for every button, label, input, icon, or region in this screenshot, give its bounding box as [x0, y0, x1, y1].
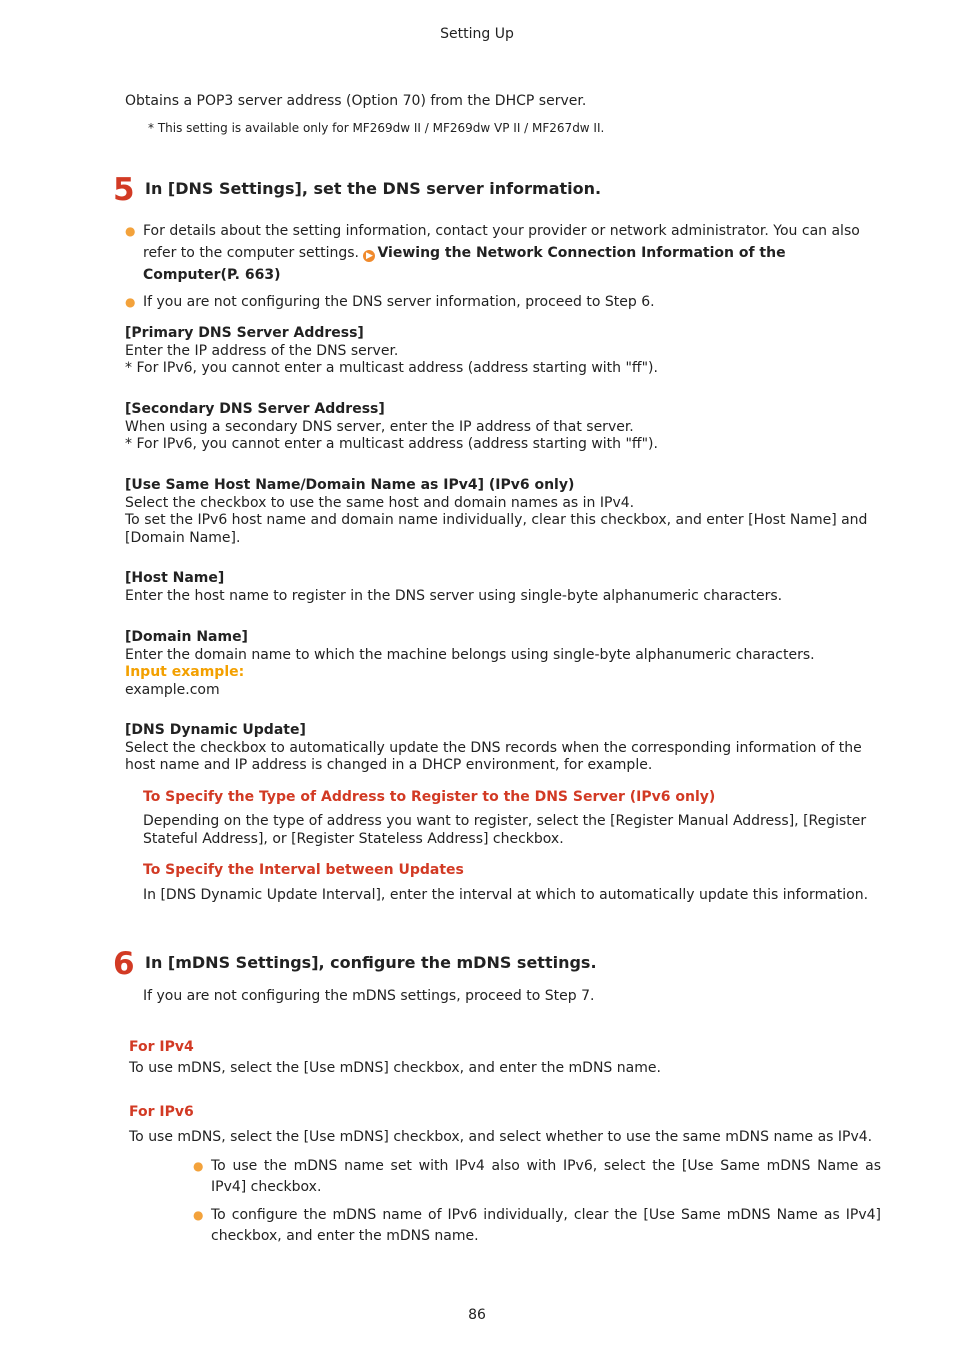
bullet-dot-icon: ●: [125, 295, 136, 309]
setting-item-title: [Domain Name]: [125, 629, 248, 645]
subsection-text: In [DNS Dynamic Update Interval], enter the interval at which to automatically update this information.: [143, 887, 869, 903]
setting-item: [125, 722, 880, 775]
ipv4-heading: For IPv4: [129, 1039, 194, 1055]
list-item: [125, 220, 880, 286]
setting-item-title: [DNS Dynamic Update]: [125, 722, 306, 738]
setting-item-title: [Use Same Host Name/Domain Name as IPv4] (IPv6 only): [125, 477, 575, 493]
ipv4-text: To use mDNS, select the [Use mDNS] checkbox, and enter the mDNS name.: [129, 1060, 661, 1076]
setting-item-line: * For IPv6, you cannot enter a multicast address (address starting with "ff").: [125, 436, 658, 452]
ipv6-bullets: [193, 1156, 881, 1247]
arrow-right-icon: ▶: [363, 250, 375, 262]
setting-item-title: [Primary DNS Server Address]: [125, 325, 364, 341]
subsection-heading: To Specify the Interval between Updates: [143, 862, 464, 878]
setting-item-line: Select the checkbox to use the same host and domain names as in IPv4.: [125, 494, 635, 511]
list-item: [125, 291, 880, 313]
intro-text: Obtains a POP3 server address (Option 70) from the DHCP server.: [125, 93, 587, 109]
bullet-text: If you are not configuring the DNS server information, proceed to Step 6.: [143, 294, 655, 310]
input-example-value: example.com: [125, 681, 220, 698]
setting-item: [125, 325, 880, 378]
step-5-bullets: [125, 220, 880, 313]
step-number-5: 5: [113, 172, 135, 208]
bullet-dot-icon: ●: [193, 1159, 204, 1173]
setting-item: [125, 570, 880, 605]
setting-item-title: [Host Name]: [125, 570, 225, 586]
setting-item-line: Enter the host name to register in the DNS server using single-byte alphanumeric characters.: [125, 587, 783, 604]
bullet-text: To configure the mDNS name of IPv6 individually, clear the [Use Same mDNS Name as IPv4] checkbox, and enter the mDNS name.: [211, 1207, 881, 1244]
page-number: 86: [468, 1307, 486, 1323]
step-6-title: In [mDNS Settings], configure the mDNS settings.: [145, 953, 597, 972]
bullet-dot-icon: ●: [125, 224, 136, 238]
setting-item-line: Select the checkbox to automatically update the DNS records when the corresponding information of the host name and IP address is changed in a DHCP environment, for example.: [125, 739, 862, 773]
subsection-text: Depending on the type of address you want to register, select the [Register Manual Address], [Register Stateful Address], or [Register Stateless Address] checkbox.: [143, 813, 867, 847]
setting-item-line: Enter the IP address of the DNS server.: [125, 342, 399, 359]
subsection-heading: To Specify the Type of Address to Register to the DNS Server (IPv6 only): [143, 789, 716, 805]
bullet-text: For details about the setting information, contact your provider or network administrator. You can also refer to the computer settings.: [143, 223, 860, 261]
setting-item-line: When using a secondary DNS server, enter the IP address of that server.: [125, 418, 634, 435]
setting-item: [125, 477, 880, 547]
setting-item-line: * For IPv6, you cannot enter a multicast address (address starting with "ff").: [125, 360, 658, 376]
step-5-title: In [DNS Settings], set the DNS server information.: [145, 179, 602, 198]
list-item: [193, 1205, 881, 1247]
list-item: [193, 1156, 881, 1198]
setting-item-line: To set the IPv6 host name and domain name individually, clear this checkbox, and enter [Host Name] and [Domain Name].: [125, 512, 868, 546]
setting-item-line: Enter the domain name to which the machine belongs using single-byte alphanumeric characters.: [125, 646, 815, 663]
reference-link-label: Viewing the Network Connection Information of the Computer(P. 663): [143, 245, 786, 283]
step-number-6: 6: [113, 946, 135, 982]
setting-item: [125, 629, 880, 699]
setting-item-title: [Secondary DNS Server Address]: [125, 401, 385, 417]
page-header: Setting Up: [440, 26, 514, 42]
step-6-text: If you are not configuring the mDNS settings, proceed to Step 7.: [143, 988, 595, 1004]
input-example-label: Input example:: [125, 664, 245, 680]
ipv6-heading: For IPv6: [129, 1104, 194, 1120]
ipv6-text: To use mDNS, select the [Use mDNS] checkbox, and select whether to use the same mDNS name as IPv4.: [129, 1129, 873, 1145]
intro-note: * This setting is available only for MF269dw II / MF269dw VP II / MF267dw II.: [148, 121, 605, 135]
setting-item: [125, 401, 880, 454]
bullet-dot-icon: ●: [193, 1208, 204, 1222]
bullet-text: To use the mDNS name set with IPv4 also with IPv6, select the [Use Same mDNS Name as IPv4] checkbox.: [211, 1158, 881, 1195]
